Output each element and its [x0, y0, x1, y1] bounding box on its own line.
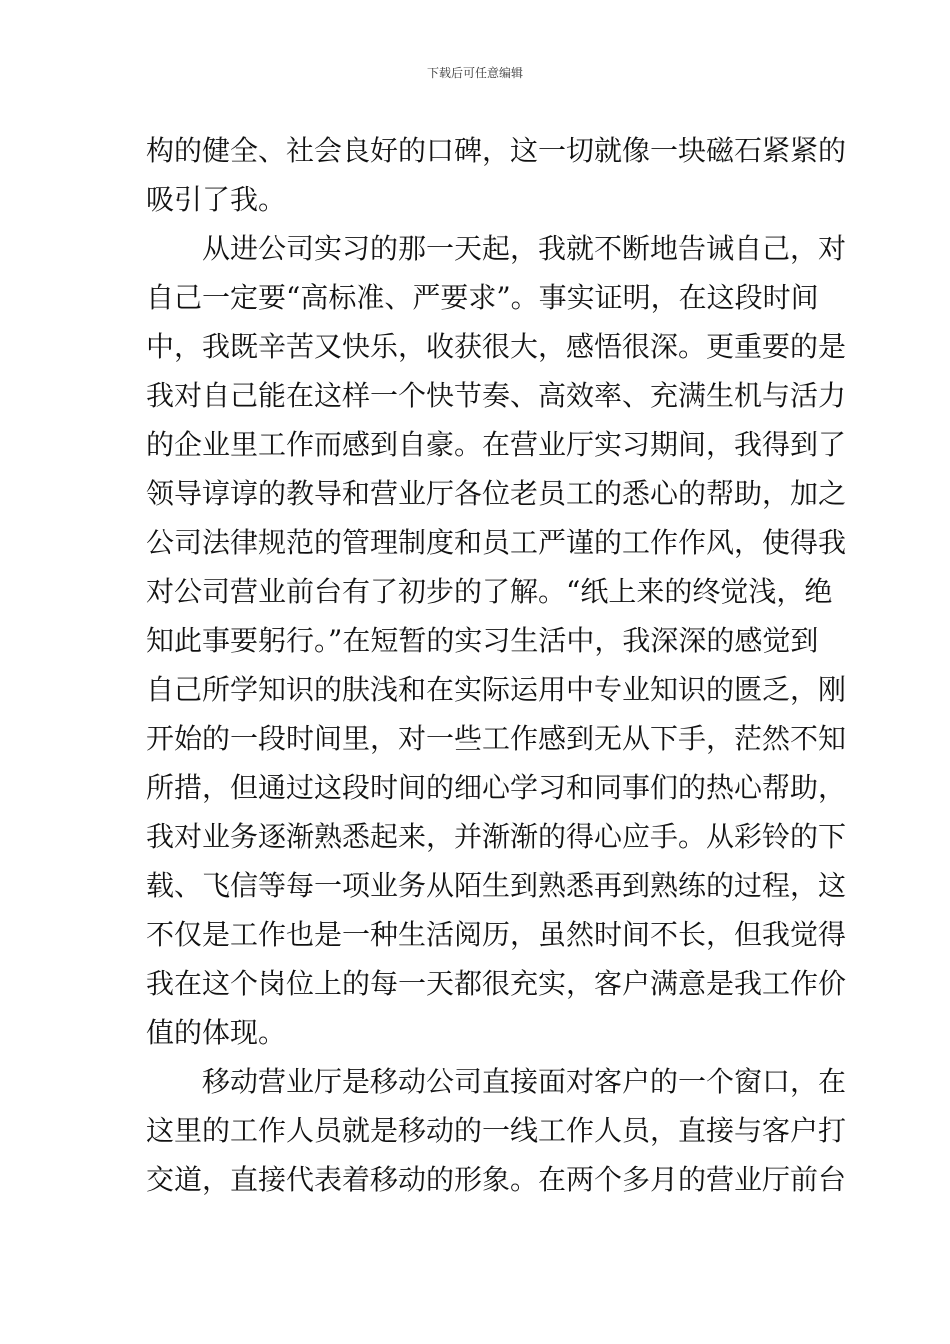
text-line: 中，我既辛苦又快乐，收获很大，感悟很深。更重要的是: [146, 330, 847, 363]
page-header: 下载后可任意编辑: [426, 66, 523, 80]
text-line: 构的健全、社会良好的口碑，这一切就像一块磁石紧紧的: [146, 134, 847, 167]
text-line: 知此事要躬行。”在短暂的实习生活中，我深深的感觉到: [146, 624, 819, 657]
text-line: 载、飞信等每一项业务从陌生到熟悉再到熟练的过程，这: [146, 869, 847, 902]
text-line: 领导谆谆的教导和营业厅各位老员工的悉心的帮助，加之: [146, 477, 847, 510]
document-body: [146, 126, 847, 1204]
paragraph-1: [146, 126, 847, 224]
paragraph-2: [146, 224, 847, 1057]
text-line: 所措，但通过这段时间的细心学习和同事们的热心帮助，: [146, 771, 847, 804]
text-line: 不仅是工作也是一种生活阅历，虽然时间不长，但我觉得: [146, 918, 847, 951]
text-line: 从进公司实习的那一天起，我就不断地告诫自己，对: [202, 232, 847, 265]
text-line: 值的体现。: [146, 1016, 287, 1049]
text-line: 我对业务逐渐熟悉起来，并渐渐的得心应手。从彩铃的下: [146, 820, 847, 853]
text-line: 开始的一段时间里，对一些工作感到无从下手，茫然不知: [146, 722, 847, 755]
text-line: 的企业里工作而感到自豪。在营业厅实习期间，我得到了: [146, 428, 847, 461]
text-line: 我在这个岗位上的每一天都很充实，客户满意是我工作价: [146, 967, 847, 1000]
text-line: 这里的工作人员就是移动的一线工作人员，直接与客户打: [146, 1114, 847, 1147]
text-line: 移动营业厅是移动公司直接面对客户的一个窗口，在: [202, 1065, 847, 1098]
text-line: 自己一定要“高标准、严要求”。事实证明，在这段时间: [146, 281, 819, 314]
text-line: 吸引了我。: [146, 183, 287, 216]
text-line: 交道，直接代表着移动的形象。在两个多月的营业厅前台: [146, 1163, 847, 1196]
text-line: 公司法律规范的管理制度和员工严谨的工作作风，使得我: [146, 526, 847, 559]
text-line: 自己所学知识的肤浅和在实际运用中专业知识的匮乏，刚: [146, 673, 847, 706]
text-line: 对公司营业前台有了初步的了解。“纸上来的终觉浅，绝: [146, 575, 833, 608]
text-line: 我对自己能在这样一个快节奏、高效率、充满生机与活力: [146, 379, 847, 412]
paragraph-3: [146, 1057, 847, 1204]
